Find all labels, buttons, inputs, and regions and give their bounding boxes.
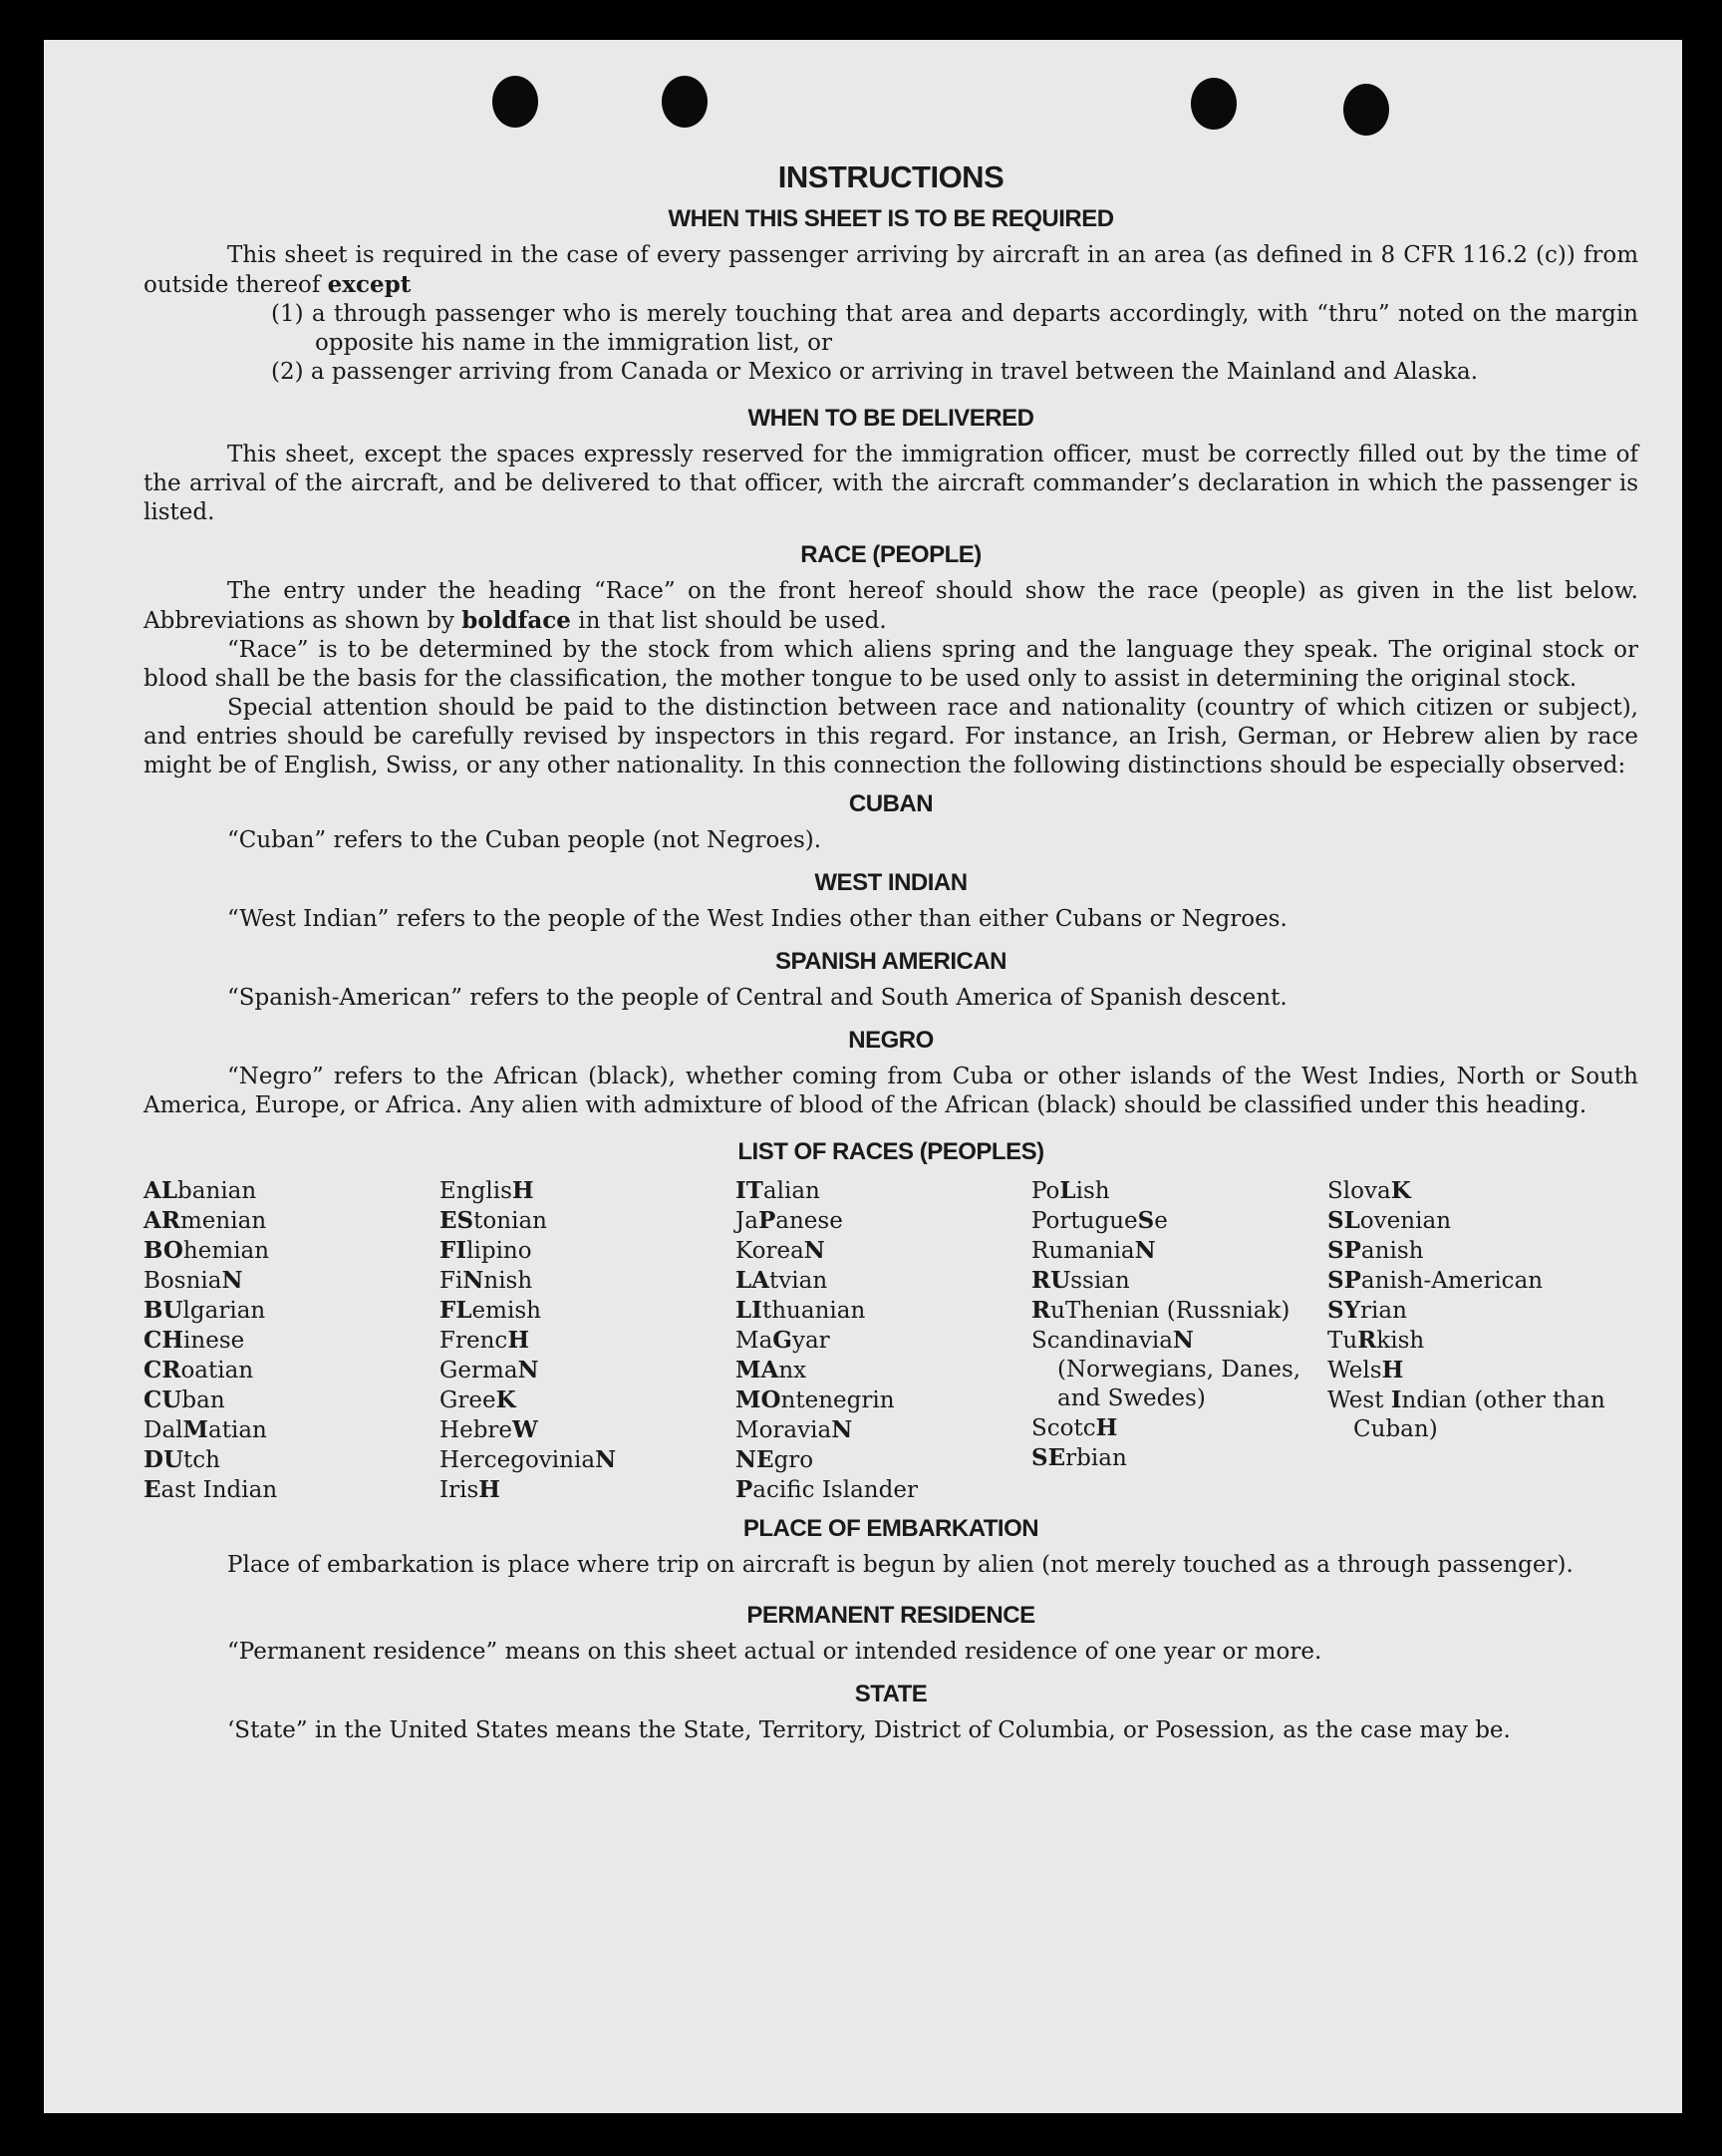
race-entry: HebreW <box>439 1416 538 1443</box>
race-entry: CUban <box>144 1386 225 1413</box>
race-entry: DalMatian <box>144 1416 267 1443</box>
race-entry: ScotcH <box>1031 1414 1118 1441</box>
race-entry: RUssian <box>1031 1267 1130 1294</box>
race-entry: FiNnish <box>439 1267 533 1294</box>
race-entry: ScandinaviaN (Norwegians, Danes, and Swedes) <box>1031 1327 1301 1411</box>
section-heading-residence: PERMANENT RESIDENCE <box>746 1602 1035 1629</box>
race-entry: MOntenegrin <box>735 1386 895 1413</box>
section-heading-required: WHEN THIS SHEET IS TO BE REQUIRED <box>668 205 1114 232</box>
race-entry: FLemish <box>439 1297 541 1324</box>
race-paragraph-3: Special attention should be paid to the distinction between race and nationality (country of which citizen or subject), and entries should be carefully revised by inspectors in this regard. For instance, an Irish, German, or Hebrew alien by race might be of English, Swiss, or any other nationality. In this connection the following distinctions should be especially observed: <box>144 695 1638 778</box>
race-paragraph-1 <box>144 577 1638 636</box>
race-entry: East Indian <box>144 1476 278 1503</box>
section-heading-cuban: CUBAN <box>848 790 934 817</box>
delivered-paragraph: This sheet, except the spaces expressly reserved for the immigration officer, must be correctly filled out by the time of the arrival of the aircraft, and be delivered to that officer, with the aircraft commander’s declaration in which the passenger is listed. <box>144 442 1638 525</box>
race-p1-boldface: boldface <box>461 607 571 634</box>
race-entry: EnglisH <box>439 1177 534 1204</box>
race-entry: HercegoviniaN <box>439 1446 617 1473</box>
race-entry: CHinese <box>144 1327 245 1354</box>
punch-hole <box>1343 84 1389 136</box>
race-entry: BOhemian <box>144 1237 270 1264</box>
race-entry: ITalian <box>735 1177 820 1204</box>
races-column <box>1327 1176 1623 1505</box>
west-indian-paragraph: “West Indian” refers to the people of the West Indies other than either Cubans or Negroes. <box>227 906 1288 932</box>
document-body <box>144 159 1638 1745</box>
required-intro: This sheet is required in the case of every passenger arriving by aircraft in an area (as defined in 8 CFR 116.2 (c)) from outside thereof <box>144 242 1638 298</box>
race-entry: MoraviaN <box>735 1416 853 1443</box>
races-column <box>735 1176 1031 1505</box>
race-entry: WelsH <box>1327 1357 1404 1384</box>
race-entry: EStonian <box>439 1207 547 1234</box>
race-entry: TuRkish <box>1327 1327 1425 1354</box>
race-entry: KoreaN <box>735 1237 825 1264</box>
races-column <box>144 1176 439 1505</box>
race-entry: SYrian <box>1327 1297 1407 1324</box>
race-entry: ARmenian <box>144 1207 267 1234</box>
race-entry: RuThenian (Russniak) <box>1031 1297 1291 1324</box>
state-paragraph: ‘State” in the United States means the State, Territory, District of Columbia, or Posession, as the case may be. <box>227 1717 1511 1743</box>
race-entry: SPanish <box>1327 1237 1424 1264</box>
race-entry: BosniaN <box>144 1267 243 1294</box>
race-entry: ALbanian <box>144 1177 257 1204</box>
race-entry: MaGyar <box>735 1327 830 1354</box>
embarkation-paragraph: Place of embarkation is place where trip on aircraft is begun by alien (not merely touched as a through passenger). <box>227 1552 1574 1578</box>
race-entry: RumaniaN <box>1031 1237 1156 1264</box>
race-entry: PoLish <box>1031 1177 1110 1204</box>
required-except: except <box>327 271 412 298</box>
races-column <box>1031 1176 1327 1505</box>
section-heading-races-list: LIST OF RACES (PEOPLES) <box>737 1138 1044 1165</box>
race-entry: IrisH <box>439 1476 500 1503</box>
residence-paragraph: “Permanent residence” means on this sheet actual or intended residence of one year or more. <box>227 1639 1322 1665</box>
race-entry: SlovaK <box>1327 1177 1411 1204</box>
race-p1-text: The entry under the heading “Race” on the front hereof should show the race (people) as given in the list below. Abbreviations as shown by <box>144 578 1638 634</box>
race-entry: LAtvian <box>735 1267 828 1294</box>
race-entry: GermaN <box>439 1357 539 1384</box>
negro-paragraph: “Negro” refers to the African (black), whether coming from Cuba or other islands of the West Indies, North or South America, Europe, or Africa. Any alien with admixture of blood of the African (black) should be classified under this heading. <box>144 1064 1638 1118</box>
race-entry: SLovenian <box>1327 1207 1452 1234</box>
race-entry: GreeK <box>439 1386 516 1413</box>
section-heading-delivered: WHEN TO BE DELIVERED <box>747 405 1034 432</box>
punch-hole <box>662 76 708 128</box>
race-entry: JaPanese <box>735 1207 843 1234</box>
section-heading-embarkation: PLACE OF EMBARKATION <box>742 1515 1039 1542</box>
race-entry: LIthuanian <box>735 1297 866 1324</box>
section-heading-state: STATE <box>854 1681 928 1707</box>
document-sheet <box>44 40 1682 2113</box>
race-entry: CRoatian <box>144 1357 254 1384</box>
spanish-american-paragraph: “Spanish-American” refers to the people of Central and South America of Spanish descent. <box>227 985 1288 1011</box>
race-entry: SPanish-American <box>1327 1267 1544 1294</box>
races-list <box>144 1176 1638 1505</box>
race-p1-text-end: in that list should be used. <box>578 608 887 634</box>
race-paragraph-2: “Race” is to be determined by the stock from which aliens spring and the language they speak. The original stock or blood shall be the basis for the classification, the mother tongue to be used only to assist in determining the original stock. <box>144 637 1638 692</box>
race-entry: FIlipino <box>439 1237 532 1264</box>
race-entry: PortugueSe <box>1031 1207 1168 1234</box>
section-heading-spanish-american: SPANISH AMERICAN <box>774 948 1006 975</box>
race-entry: FrencH <box>439 1327 530 1354</box>
race-entry: Pacifc Islander <box>735 1476 918 1503</box>
section-heading-negro: NEGRO <box>848 1027 934 1054</box>
race-entry: NEgro <box>735 1446 814 1473</box>
section-heading-race: RACE (PEOPLE) <box>800 541 982 568</box>
race-entry: DUtch <box>144 1446 220 1473</box>
required-item: (1) a through passenger who is merely touching that area and departs accordingly, with “thru” noted on the margin opposite his name in the immigration list, or <box>271 301 1638 356</box>
race-entry: SErbian <box>1031 1444 1127 1471</box>
race-entry: BUlgarian <box>144 1297 266 1324</box>
required-item: (2) a passenger arriving from Canada or Mexico or arriving in travel between the Mainland and Alaska. <box>271 359 1479 385</box>
required-paragraph <box>144 241 1638 300</box>
section-heading-west-indian: WEST INDIAN <box>814 869 968 896</box>
race-entry: MAnx <box>735 1357 807 1384</box>
races-column <box>439 1176 735 1505</box>
punch-hole <box>492 76 538 128</box>
page-title: INSTRUCTIONS <box>777 159 1004 194</box>
race-entry: West Indian (other than Cuban) <box>1327 1386 1605 1442</box>
punch-hole <box>1191 78 1237 130</box>
cuban-paragraph: “Cuban” refers to the Cuban people (not Negroes). <box>227 827 822 853</box>
